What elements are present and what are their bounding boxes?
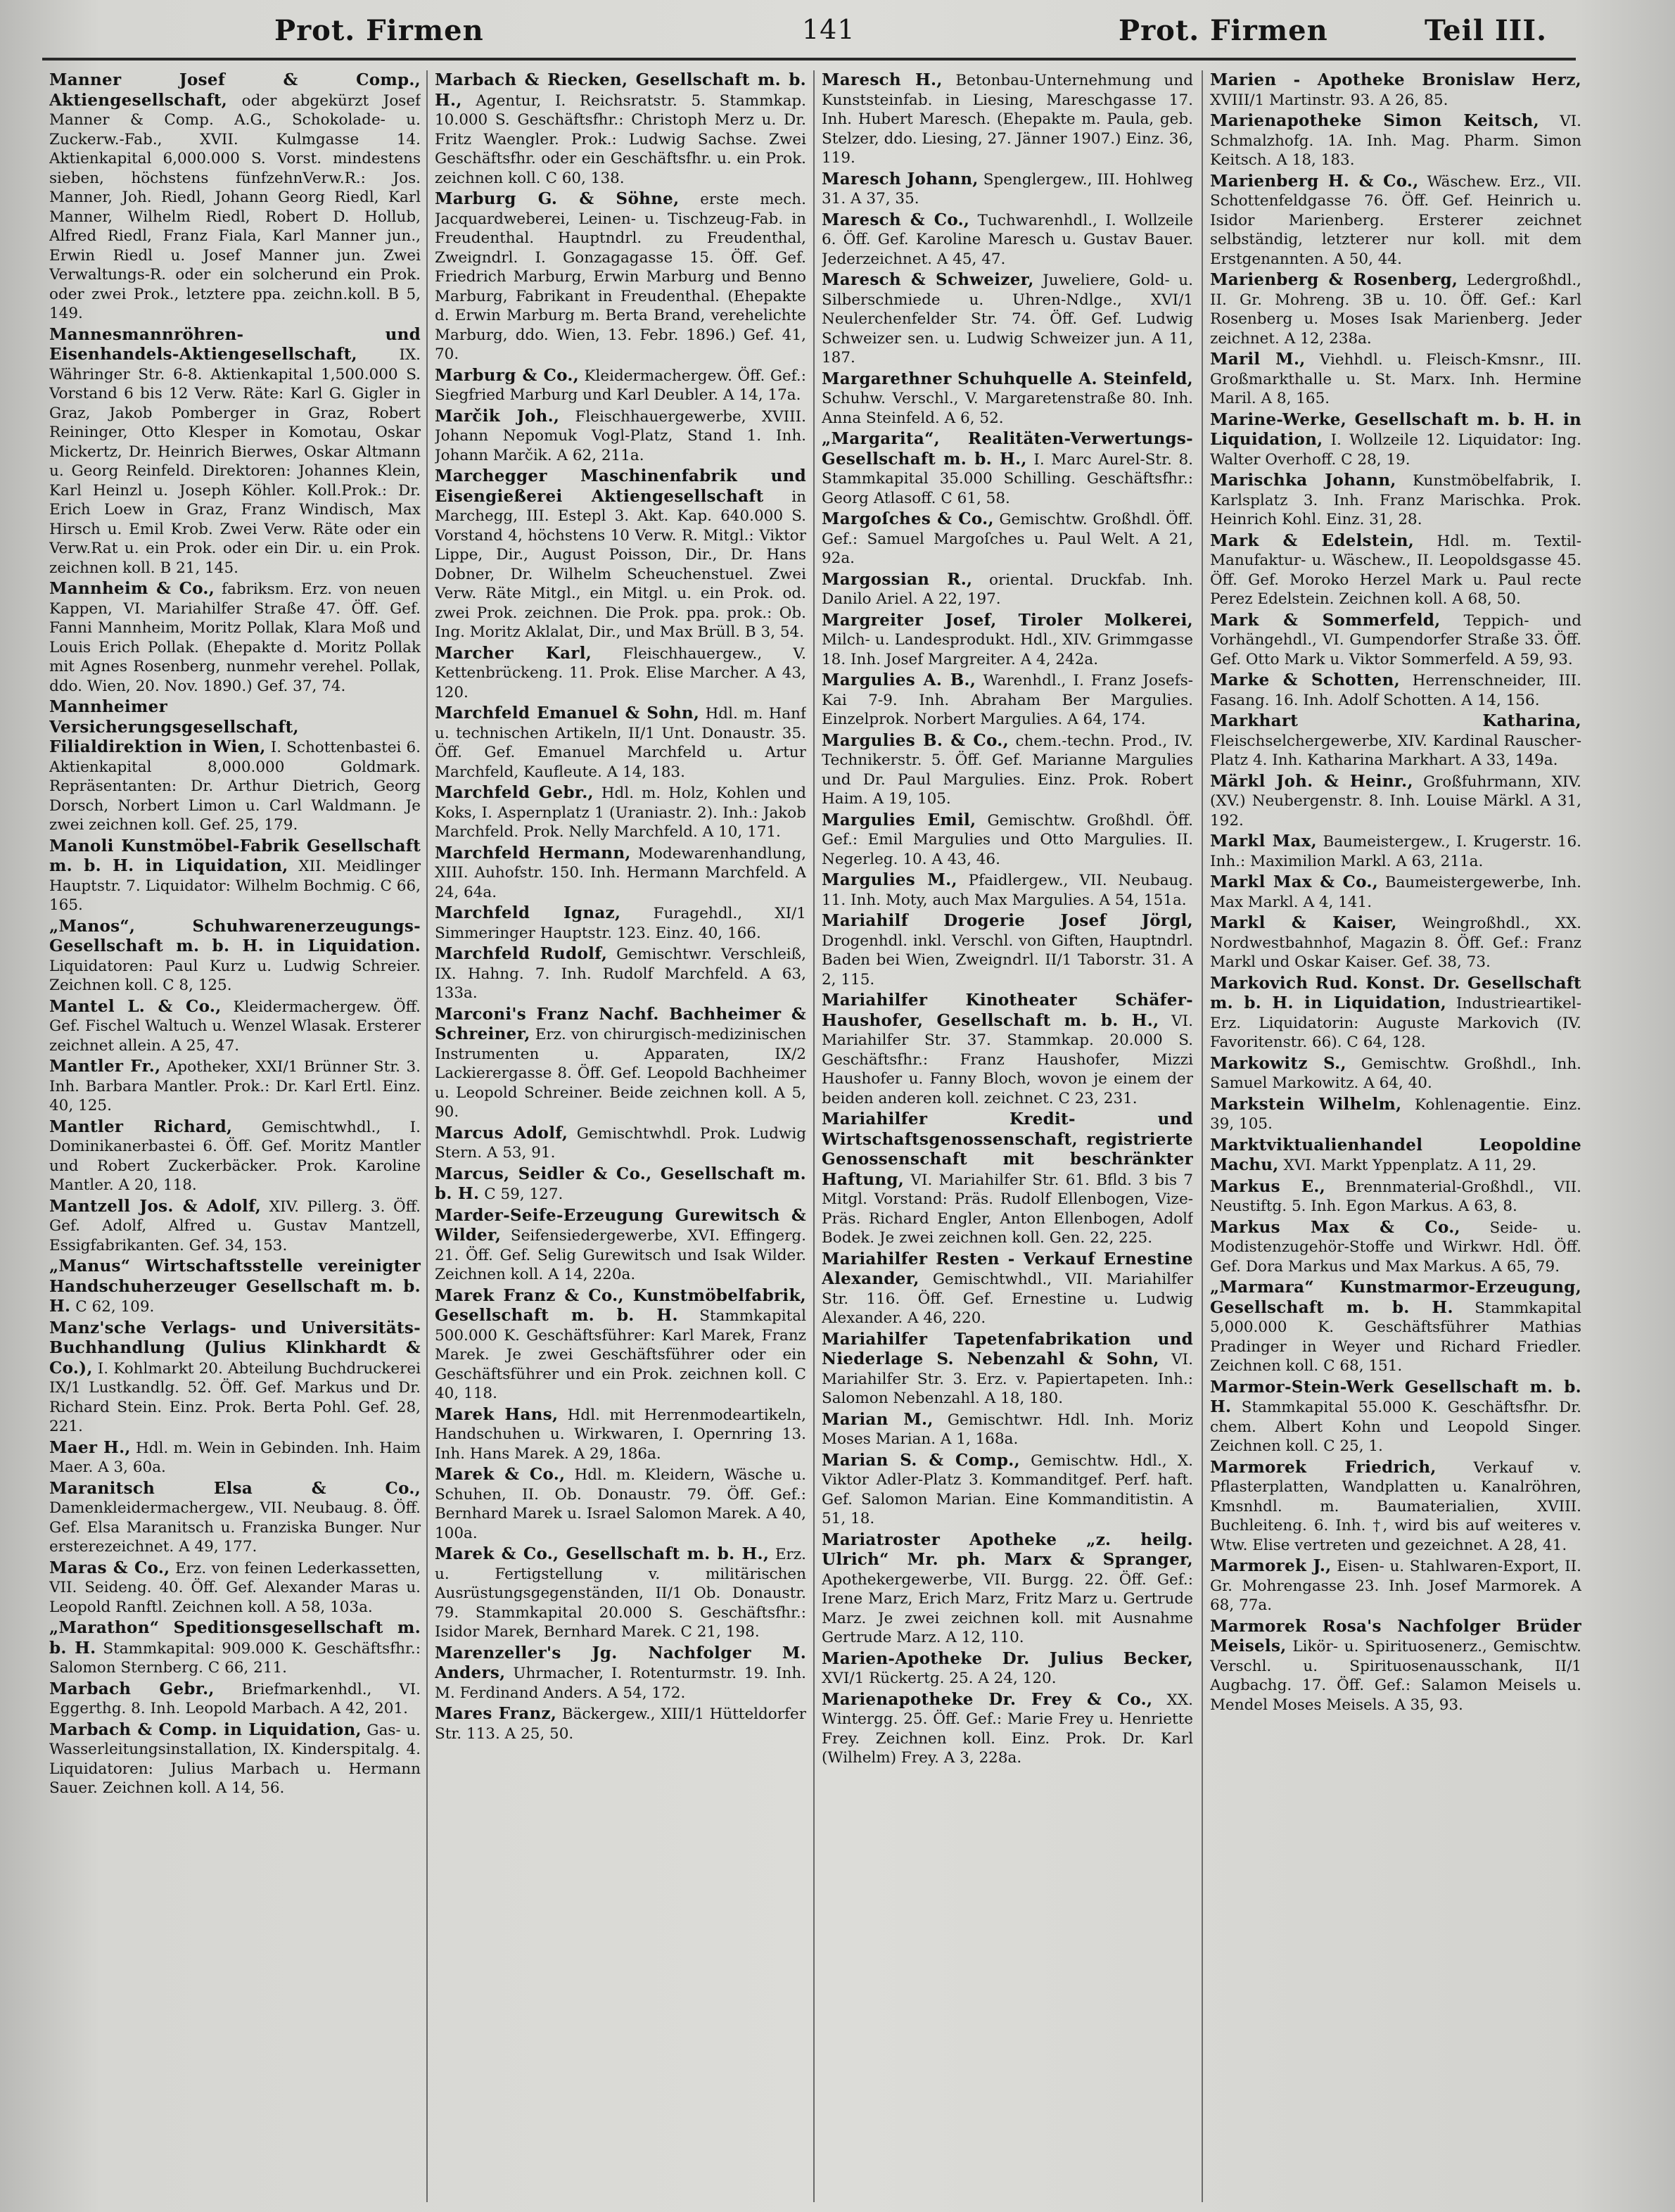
firm-entry xyxy=(1210,1054,1581,1093)
firm-entry xyxy=(435,466,806,642)
firm-entry xyxy=(49,1720,421,1798)
firm-name: Marktviktualienhandel Leopoldine Machu, xyxy=(1210,1135,1581,1174)
firm-entry xyxy=(49,1197,421,1256)
firm-entry xyxy=(1210,1556,1581,1615)
firm-entry xyxy=(1210,350,1581,409)
firm-name: Maresch & Schweizer, xyxy=(822,270,1034,289)
firm-name: Mannheim & Co., xyxy=(49,579,215,598)
firm-details: XX. Wintergg. 25. Öff. Gef.: Marie Frey u. Henriette Frey. Zeichnen koll. Einz. Prok. Dr. Karl (Wilhelm) Frey. A 3, 228a. xyxy=(822,1691,1193,1767)
firm-entry xyxy=(435,944,806,1003)
firm-name: Margarethner Schuhquelle A. Steinfeld, xyxy=(822,369,1193,388)
firm-entry xyxy=(435,704,806,782)
firm-entry xyxy=(822,870,1193,910)
firm-details: Fleischhauergewerbe, XVIII. Johann Nepomuk Vogl-Platz, Stand 1. Inh. Johann Marčik. A 62, 211a. xyxy=(435,407,806,464)
firm-name: „Marathon“ Speditionsgesellschaft m. b. H. xyxy=(49,1618,421,1658)
firm-details: Verkauf v. Pflasterplatten, Wandplatten u. Kanalröhren, Kmsnhdl. m. Baumaterialien, XVIII. Buchleiteng. 6. Inh. †, wird bis auf weiteres v. Wtw. Elise vertreten und gezeichnet. A 28, 41. xyxy=(1210,1458,1581,1554)
firm-name: Marcher Karl, xyxy=(435,643,592,663)
firm-name: Mariatroster Apotheke „z. heilg. Ulrich“ Mr. ph. Marx & Spranger, xyxy=(822,1530,1193,1569)
firm-entry xyxy=(49,579,421,696)
column-divider xyxy=(1202,70,1203,2202)
firm-details: XVIII/1 Martinstr. 93. A 26, 85. xyxy=(1210,91,1448,109)
firm-name: Marienberg & Rosenberg, xyxy=(1210,270,1458,289)
firm-entry xyxy=(435,1405,806,1464)
firm-name: Marienapotheke Dr. Frey & Co., xyxy=(822,1689,1153,1709)
firm-details: chem.-techn. Prod., IV. Technikerstr. 5. Öff. Gef. Marianne Margulies und Dr. Paul Margulies. Einz. Prok. Robert Haim. A 19, 105. xyxy=(822,732,1193,808)
firm-details: I. Wollzeile 12. Liquidator: Ing. Walter Overhoff. C 28, 19. xyxy=(1210,431,1581,469)
firm-details: Stammkapital 5,000.000 K. Geschäftsführer Mathias Pradinger in Weyer und Richard Friedler. Zeichnen koll. C 68, 151. xyxy=(1210,1299,1581,1375)
firm-name: Mark & Sommerfeld, xyxy=(1210,610,1441,630)
firm-details: Baumeistergew., I. Krugerstr. 16. Inh.: Maximilion Markl. A 63, 211a. xyxy=(1210,833,1581,870)
firm-details: Kleidermachergew. Öff. Gef. Fischel Waltuch u. Wenzel Wlasak. Ersterer zeichnet allein. A 25, 47. xyxy=(49,998,421,1055)
firm-details: Gemischtwhdl. Prok. Ludwig Stern. A 53, 91. xyxy=(435,1124,806,1162)
column-1 xyxy=(49,70,421,2202)
firm-name: Marchfeld Hermann, xyxy=(435,843,631,863)
column-3 xyxy=(822,70,1193,2202)
firm-name: Marmorek Rosa's Nachfolger Brüder Meisels, xyxy=(1210,1616,1581,1655)
firm-name: Mariahilfer Tapetenfabrikation und Niederlage S. Nebenzahl & Sohn, xyxy=(822,1329,1193,1368)
firm-entry xyxy=(435,70,806,188)
firm-details: Tuchwarenhdl., I. Wollzeile 6. Öff. Gef. Karoline Maresch u. Gustav Bauer. Jederzeichnet. A 45, 47. xyxy=(822,211,1193,268)
firm-name: Marbach Gebr., xyxy=(49,1679,215,1698)
firm-entry xyxy=(1210,172,1581,269)
firm-entry xyxy=(49,1438,421,1477)
firm-entry xyxy=(49,1479,421,1557)
firm-entry xyxy=(435,1704,806,1743)
firm-entry xyxy=(1210,1458,1581,1556)
firm-entry xyxy=(1210,471,1581,530)
firm-details: Viehhdl. u. Fleisch-Kmsnr., III. Großmarkthalle u. St. Marx. Inh. Hermine Maril. A 8, 165. xyxy=(1210,351,1581,407)
firm-details: Seifensiedergewerbe, XVI. Effingerg. 21. Öff. Gef. Selig Gurewitsch und Isak Wilder. Zeichnen koll. A 14, 220a. xyxy=(435,1227,806,1283)
firm-name: Marchegger Maschinenfabrik und Eisengießerei Aktiengesellschaft xyxy=(435,466,806,506)
firm-name: Manner Josef & Comp., Aktiengesellschaft, xyxy=(49,70,421,110)
firm-entry xyxy=(822,811,1193,870)
firm-name: Margreiter Josef, Tiroler Molkerei, xyxy=(822,610,1193,630)
firm-name: Marburg G. & Söhne, xyxy=(435,189,680,208)
firm-name: „Marmara“ Kunstmarmor-Erzeugung, Gesellschaft m. b. H. xyxy=(1210,1278,1581,1317)
firm-details: Stammkapital 55.000 K. Geschäftsfhr. Dr. chem. Albert Kohn und Leopold Singer. Zeichnen koll. C 25, 1. xyxy=(1210,1399,1581,1455)
column-divider xyxy=(426,70,428,2202)
firm-name: Markus E., xyxy=(1210,1176,1326,1196)
firm-details: VI. Mariahilfer Str. 3. Erz. v. Papiertapeten. Inh.: Salomon Nebenzahl. A 18, 180. xyxy=(822,1351,1193,1407)
firm-name: Marek Hans, xyxy=(435,1404,559,1424)
firm-entry xyxy=(49,997,421,1056)
firm-entry xyxy=(822,911,1193,989)
firm-entry xyxy=(1210,670,1581,710)
firm-details: Teppich- und Vorhängehdl., VI. Gumpendorfer Straße 33. Öff. Gef. Otto Mark u. Viktor Sommerfeld. A 59, 93. xyxy=(1210,611,1581,668)
firm-entry xyxy=(822,1530,1193,1648)
firm-details: Milch- u. Landesprodukt. Hdl., XIV. Grimmgasse 18. Inh. Josef Margreiter. A 4, 242a. xyxy=(822,631,1193,668)
firm-name: Marien-Apotheke Dr. Julius Becker, xyxy=(822,1648,1193,1668)
firm-details: oder abgekürzt Josef Manner & Comp. A.G., Schokolade- u. Zuckerw.-Fab., XVII. Kulmgasse 14. Aktienkapital 6,000.000 S. Vorst. mindestens sieben, höchstens fünfzehnVerw.R.: Jos. Manner, Joh. Riedl, Johann Georg Riedl, Karl Manner, Wilhelm Riedl, Robert D. Hollub, Alfred Riedl, Franz Fiala, Karl Manner jun., Erwin Riedl u. Josef Manner jun. Zwei Verwaltungs-R. oder ein solcherund ein Prok. oder zwei Prok., letztere ppa. zeichn.koll. B 5, 149. xyxy=(49,91,421,322)
firm-details: Bäckergew., XIII/1 Hütteldorfer Str. 113. A 25, 50. xyxy=(435,1705,806,1743)
firm-details: Weingroßhdl., XX. Nordwestbahnhof, Magazin 8. Öff. Gef.: Franz Markl und Oskar Kaiser. Gef. 38, 73. xyxy=(1210,915,1581,971)
firm-name: Margulies M., xyxy=(822,870,957,889)
firm-entry xyxy=(49,697,421,835)
firm-name: Marder-Seife-Erzeugung Gurewitsch & Wilder, xyxy=(435,1205,806,1245)
firm-name: Markovich Rud. Konst. Dr. Gesellschaft m. b. H. in Liquidation, xyxy=(1210,973,1581,1012)
firm-details: Gemischtwhdl., I. Dominikanerbastei 6. Öff. Gef. Moritz Mantler und Robert Zuckerbäcker. Prok. Karoline Mantler. A 20, 118. xyxy=(49,1118,421,1194)
firm-details: I. Marc Aurel-Str. 8. Stammkapital 35.000 Schilling. Geschäftsfhr.: Georg Atlasoff. C 61, 58. xyxy=(822,450,1193,507)
page-header xyxy=(77,10,1576,59)
firm-details: Großfuhrmann, XIV. (XV.) Neubergenstr. 8. Inh. Louise Märkl. A 31, 192. xyxy=(1210,773,1581,830)
firm-name: Marchfeld Ignaz, xyxy=(435,903,621,922)
firm-entry xyxy=(822,991,1193,1108)
firm-entry xyxy=(822,670,1193,730)
firm-name: Märkl Joh. & Heinr., xyxy=(1210,771,1413,791)
firm-name: Mariahilfer Kredit- und Wirtschaftsgenossenschaft, registrierte Genossenschaft mit beschränkter Haftung, xyxy=(822,1110,1193,1189)
firm-entry xyxy=(435,844,806,903)
firm-details: XVI/1 Rückertg. 25. A 24, 120. xyxy=(822,1670,1057,1687)
firm-entry xyxy=(1210,531,1581,609)
firm-details: Gemischtw. Großhdl. Öff. Gef.: Emil Margulies und Otto Margulies. II. Negerleg. 10. A 43, 46. xyxy=(822,811,1193,868)
firm-details: Apothekergewerbe, VII. Burgg. 22. Öff. Gef.: Irene Marz, Erich Marz, Fritz Marz u. Gertrude Marz. Je zwei zeichnen koll. mit Ausnahme Gertrude Marz. A 12, 110. xyxy=(822,1570,1193,1646)
firm-entry xyxy=(822,611,1193,670)
firm-name: Mantzell Jos. & Adolf, xyxy=(49,1196,262,1216)
firm-entry xyxy=(1210,1177,1581,1216)
column-divider xyxy=(813,70,815,2202)
firm-details: Hdl. m. Kleidern, Wäsche u. Schuhen, II. Ob. Donaustr. 79. Öff. Gef.: Bernhard Marek u. Israel Salomon Marek. A 40, 100a. xyxy=(435,1466,806,1542)
firm-name: Markus Max & Co., xyxy=(1210,1217,1460,1237)
firm-entry xyxy=(435,366,806,405)
firm-entry xyxy=(49,917,421,996)
firm-name: Margulies B. & Co., xyxy=(822,730,1009,750)
firm-details: Erz. u. Fertigstellung v. militärischen Ausrüstungsgegenständen, II/1 Ob. Donaustr. 79. Stammkapital 20.000 S. Geschäftsfhr.: Isidor Marek, Bernhard Marek. C 21, 198. xyxy=(435,1546,806,1641)
firm-name: Manz'sche Verlags- und Universitäts-Buchhandlung (Julius Klinkhardt & Co.), xyxy=(49,1318,421,1378)
firm-details: Stammkapital: 909.000 K. Geschäftsfhr.: Salomon Sternberg. C 66, 211. xyxy=(49,1639,421,1677)
firm-name: Mariahilfer Kinotheater Schäfer-Haushofer, Gesellschaft m. b. H., xyxy=(822,991,1193,1030)
firm-details: C 59, 127. xyxy=(484,1186,563,1203)
firm-name: „Margarita“, Realitäten-Verwertungs-Gesellschaft m. b. H., xyxy=(822,429,1193,469)
firm-name: Marien - Apotheke Bronislaw Herz, xyxy=(1210,70,1581,89)
firm-entry xyxy=(49,1057,421,1116)
firm-details: I. Kohlmarkt 20. Abteilung Buchdruckerei IX/1 Lustkandlg. 52. Öff. Gef. Markus und Dr. Richard Stein. Einz. Prok. Berta Pohl. Gef. 28, 221. xyxy=(49,1359,421,1435)
firm-entry xyxy=(49,1257,421,1317)
firm-entry xyxy=(49,837,421,915)
firm-name: Mannesmannröhren- und Eisenhandels-Aktiengesellschaft, xyxy=(49,324,421,364)
firm-name: Marchfeld Rudolf, xyxy=(435,944,608,963)
firm-details: Betonbau-Unternehmung und Kunststeinfab. in Liesing, Mareschgasse 17. Inh. Hubert Maresch. (Ehepakte m. Paula, geb. Stelzer, ddo. Liesing, 27. Jänner 1907.) Einz. 36, 119. xyxy=(822,72,1193,167)
firm-details: Seide- u. Modistenzugehör-Stoffe und Wirkwr. Hdl. Öff. Gef. Dora Markus und Max Markus. A 65, 79. xyxy=(1210,1219,1581,1276)
firm-name: Markstein Wilhelm, xyxy=(1210,1094,1402,1114)
header-left-title: Prot. Firmen xyxy=(274,14,484,47)
firm-entry xyxy=(1210,1218,1581,1277)
firm-entry xyxy=(1210,974,1581,1053)
firm-entry xyxy=(1210,270,1581,348)
header-rule xyxy=(42,58,1576,61)
firm-entry xyxy=(1210,913,1581,972)
firm-entry xyxy=(435,1005,806,1122)
firm-entry xyxy=(49,1618,421,1678)
firm-entry xyxy=(435,1164,806,1204)
firm-details: in Marchegg, III. Estepl 3. Akt. Kap. 640.000 S. Vorstand 4, höchstens 10 Verw. R. Mitgl.: Viktor Lippe, Dir., August Poisson, Dir., Dr. Hans Dobner, Dr. Wilhelm Scheuchenstuel. Zwei Verw. Räte Mitgl., ein Mitgl. u. ein Prok. od. zwei Prok. zeichnen. Die Prok. ppa. prok.: Ob. Ing. Moritz Aklalat, Dir., und Max Brüll. B 3, 54. xyxy=(435,488,806,641)
firm-details: fabriksm. Erz. von neuen Kappen, VI. Mariahilfer Straße 47. Öff. Gef. Fanni Mannheim, Moritz Pollak, Klara Moß und Louis Erich Pollak. (Ehepakte d. Moritz Pollak mit Agnes Rosenberg, nunmehr verehel. Pollak, ddo. Wien, 20. Nov. 1890.) Gef. 37, 74. xyxy=(49,580,421,695)
firm-entry xyxy=(435,1465,806,1543)
firm-entry xyxy=(1210,1136,1581,1176)
firm-name: Marchfeld Emanuel & Sohn, xyxy=(435,704,700,723)
firm-entry xyxy=(822,210,1193,269)
firm-details: Fleischselchergewerbe, XIV. Kardinal Rauscher-Platz 4. Inh. Katharina Markhart. A 33, 149a. xyxy=(1210,732,1581,769)
firm-name: Margossian R., xyxy=(822,569,973,589)
firm-name: Mares Franz, xyxy=(435,1704,557,1723)
firm-entry xyxy=(822,429,1193,508)
firm-entry xyxy=(49,1318,421,1437)
column-2 xyxy=(435,70,806,2202)
firm-name: Mariahilf Drogerie Josef Jörgl, xyxy=(822,911,1193,930)
firm-details: oriental. Druckfab. Inh. Danilo Ariel. A 22, 197. xyxy=(822,571,1193,608)
firm-entry xyxy=(822,1451,1193,1529)
firm-details: Industrieartikel-Erz. Liquidatorin: Auguste Markovich (IV. Favoritenstr. 66). C 64, 128. xyxy=(1210,995,1581,1051)
firm-details: Uhrmacher, I. Rotenturmstr. 19. Inh. M. Ferdinand Anders. A 54, 172. xyxy=(435,1665,806,1702)
page-number: 141 xyxy=(802,14,855,45)
firm-details: Kleidermachergew. Öff. Gef.: Siegfried Marburg und Karl Deubler. A 14, 17a. xyxy=(435,367,806,404)
firm-details: VI. Mariahilfer Str. 37. Stammkap. 20.000 S. Geschäftsfhr.: Franz Haushofer, Mizzi Haushofer u. Fanny Bloch, wovon je einem der beiden anderen koll. zeichnet. C 23, 231. xyxy=(822,1012,1193,1107)
firm-name: „Manos“, Schuhwarenerzeugungs-Gesellschaft m. b. H. in Liquidation. xyxy=(49,916,421,955)
firm-entry xyxy=(435,644,806,703)
firm-name: Markl Max, xyxy=(1210,832,1317,851)
firm-details: Hdl. m. Holz, Kohlen und Koks, I. Aspernplatz 1 (Uraniastr. 2). Inh.: Jakob Marchfeld. Prok. Nelly Marchfeld. A 10, 171. xyxy=(435,784,806,841)
firm-details: Hdl. m. Wein in Gebinden. Inh. Haim Maer. A 3, 60a. xyxy=(49,1439,421,1476)
firm-entry xyxy=(435,903,806,943)
firm-details: Furagehdl., XI/1 Simmeringer Hauptstr. 123. Einz. 40, 166. xyxy=(435,905,806,942)
firm-details: Agentur, I. Reichsratstr. 5. Stammkap. 10.000 S. Geschäftsfhr.: Christoph Merz u. Dr. Fritz Waengler. Prok.: Ludwig Sachse. Zwei Geschäftsfhr. oder ein Geschäftsfhr. u. ein Prok. zeichnen koll. C 60, 138. xyxy=(435,91,806,187)
firm-entry xyxy=(49,70,421,324)
firm-name: Margulies Emil, xyxy=(822,810,976,830)
firm-name: Maril M., xyxy=(1210,350,1306,369)
firm-entry xyxy=(1210,410,1581,470)
firm-name: Marenzeller's Jg. Nachfolger M. Anders, xyxy=(435,1643,806,1682)
firm-name: Marek & Co., xyxy=(435,1465,566,1484)
firm-name: Markl & Kaiser, xyxy=(1210,913,1397,932)
firm-name: Mark & Edelstein, xyxy=(1210,530,1415,550)
firm-entry xyxy=(1210,832,1581,871)
firm-name: Mantel L. & Co., xyxy=(49,996,222,1016)
firm-name: Markhart Katharina, xyxy=(1210,711,1581,730)
firm-name: Marconi's Franz Nachf. Bachheimer & Schreiner, xyxy=(435,1004,806,1043)
firm-details: VI. Schmalzhofg. 1A. Inh. Mag. Pharm. Simon Keitsch. A 18, 183. xyxy=(1210,113,1581,169)
firm-name: Marienapotheke Simon Keitsch, xyxy=(1210,111,1539,130)
firm-entry xyxy=(1210,772,1581,831)
header-part-label: Teil III. xyxy=(1425,14,1547,47)
firm-name: Maresch & Co., xyxy=(822,210,970,229)
firm-entry xyxy=(822,509,1193,568)
firm-entry xyxy=(822,1410,1193,1449)
firm-details: Baumeistergewerbe, Inh. Max Markl. A 4, 141. xyxy=(1210,874,1581,911)
column-4 xyxy=(1210,70,1581,2202)
firm-details: Kunstmöbelfabrik, I. Karlsplatz 3. Inh. Franz Marischka. Prok. Heinrich Kohl. Einz. 31, 28. xyxy=(1210,472,1581,528)
firm-details: Warenhdl., I. Franz Josefs-Kai 7-9. Inh. Abraham Ber Margulies. Einzelprok. Norbert Margulies. A 64, 174. xyxy=(822,672,1193,728)
firm-name: Markowitz S., xyxy=(1210,1053,1346,1073)
firm-name: Maresch H., xyxy=(822,70,943,89)
firm-entry xyxy=(822,369,1193,428)
firm-name: Marmorek J., xyxy=(1210,1556,1332,1575)
firm-entry xyxy=(1210,711,1581,770)
firm-entry xyxy=(1210,611,1581,670)
firm-entry xyxy=(822,170,1193,209)
firm-entry xyxy=(1210,1095,1581,1134)
firm-name: Marian M., xyxy=(822,1409,934,1429)
firm-entry xyxy=(822,1690,1193,1768)
firm-entry xyxy=(435,1544,806,1642)
firm-entry xyxy=(435,783,806,842)
firm-name: Marian S. & Comp., xyxy=(822,1450,1020,1470)
firm-name: Marchfeld Gebr., xyxy=(435,783,594,802)
firm-details: XVI. Markt Yppenplatz. A 11, 29. xyxy=(1283,1157,1537,1174)
firm-entry xyxy=(1210,1617,1581,1715)
firm-entry xyxy=(822,1330,1193,1409)
firm-entry xyxy=(1210,70,1581,110)
firm-details: Stammkapital 500.000 K. Geschäftsführer: Karl Marek, Franz Marek. Je zwei Geschäftsführer oder ein Geschäftsführer und ein Prok. zeichnen koll. C 40, 118. xyxy=(435,1307,806,1402)
firm-name: Maresch Johann, xyxy=(822,169,979,189)
firm-details: Damenkleidermachergew., VII. Neubaug. 8. Öff. Gef. Elsa Maranitsch u. Franziska Bunger. Nur ersterezeichnet. A 49, 177. xyxy=(49,1499,421,1556)
firm-name: Marbach & Riecken, Gesellschaft m. b. H., xyxy=(435,70,806,110)
firm-entry xyxy=(49,1117,421,1195)
firm-name: Margoſches & Co., xyxy=(822,509,994,528)
firm-details: VI. Mariahilfer Str. 61. Bfld. 3 bis 7 Mitgl. Vorstand: Präs. Rudolf Ellenbogen, Vize-Präs. Richard Engler, Anton Ellenbogen, Adolf Bodek. Je zwei zeichnen koll. Gen. 22, 225. xyxy=(822,1171,1193,1247)
firm-details: Spenglergew., III. Hohlweg 31. A 37, 35. xyxy=(822,170,1193,208)
firm-details: Gas- u. Wasserleitungsinstallation, IX. Kinderspitalg. 4. Liquidatoren: Julius Marbach u. Hermann Sauer. Zeichnen koll. A 14, 56. xyxy=(49,1721,421,1797)
firm-entry xyxy=(822,70,1193,168)
firm-details: Modewarenhandlung, XIII. Auhofstr. 150. Inh. Hermann Marchfeld. A 24, 64a. xyxy=(435,844,806,901)
firm-details: Gemischtwr. Verschleiß, IX. Hahng. 7. Inh. Rudolf Marchfeld. A 63, 133a. xyxy=(435,946,806,1002)
firm-details: Juweliere, Gold- u. Silberschmiede u. Uhren-Ndlge., XVI/1 Neulerchenfelder Str. 74. Öff. Gef. Ludwig Schweizer sen. u. Ludwig Schweizer jun. A 11, 187. xyxy=(822,272,1193,367)
firm-name: Marbach & Comp. in Liquidation, xyxy=(49,1720,362,1739)
firm-name: Mantler Richard, xyxy=(49,1117,233,1136)
firm-details: Herrenschneider, III. Fasang. 16. Inh. Adolf Schotten. A 14, 156. xyxy=(1210,672,1581,709)
firm-name: Markl Max & Co., xyxy=(1210,872,1378,891)
firm-name: Marek & Co., Gesellschaft m. b. H., xyxy=(435,1544,770,1563)
firm-details: erste mech. Jacquardweberei, Leinen- u. Tischzeug-Fab. in Freudenthal. Hauptndrl. zu Freudenthal, Zweigndrl. I. Gonzagagasse 15. Öff. Gef. Friedrich Marburg, Erwin Marburg und Benno Marburg, Fabrikant in Freudenthal. (Ehepakte d. Erwin Marburg m. Berta Brand, verehelichte Marburg, ddo. Wien, 13. Febr. 1896.) Gef. 41, 70. xyxy=(435,191,806,363)
firm-name: „Manus“ Wirtschaftsstelle vereinigter Handschuherzeuger Gesellschaft m. b. H. xyxy=(49,1257,421,1316)
firm-details: Apotheker, XXI/1 Brünner Str. 3. Inh. Barbara Mantler. Prok.: Dr. Karl Ertl. Einz. 40, 125. xyxy=(49,1058,421,1114)
firm-details: Hdl. mit Herrenmodeartikeln, Handschuhen u. Wirkwaren, I. Opernring 13. Inh. Hans Marek. A 29, 186a. xyxy=(435,1406,806,1463)
firm-entry xyxy=(49,1558,421,1617)
firm-details: Brennmaterial-Großhdl., VII. Neustiftg. 5. Inh. Egon Markus. A 63, 8. xyxy=(1210,1178,1581,1215)
firm-entry xyxy=(435,407,806,466)
firm-details: Gemischtw. Großhdl. Öff. Gef.: Samuel Margoſches u. Paul Welt. A 21, 92a. xyxy=(822,511,1193,567)
firm-name: Marcus, Seidler & Co., Gesellschaft m. b. H. xyxy=(435,1164,806,1203)
firm-details: C 62, 109. xyxy=(75,1298,155,1316)
firm-details: Schuhw. Verschl., V. Margaretenstraße 80. Inh. Anna Steinfeld. A 6, 52. xyxy=(822,390,1193,427)
firm-entry xyxy=(435,1286,806,1404)
firm-entry xyxy=(1210,111,1581,170)
firm-details: Ledergroßhdl., II. Gr. Mohreng. 3B u. 10. Öff. Gef.: Karl Rosenberg u. Moses Isak Marienberg. Jeder zeichnet. A 12, 238a. xyxy=(1210,272,1581,348)
firm-details: Gemischtw. Hdl., X. Viktor Adler-Platz 3. Kommanditgef. Perf. haft. Gef. Salomon Marian. Eine Kommanditistin. A 51, 18. xyxy=(822,1451,1193,1527)
firm-name: Mantler Fr., xyxy=(49,1057,161,1076)
firm-name: Marienberg H. & Co., xyxy=(1210,171,1419,191)
firm-details: Eisen- u. Stahlwaren-Export, II. Gr. Mohrengasse 23. Inh. Josef Marmorek. A 68, 77a. xyxy=(1210,1558,1581,1614)
firm-details: Gemischtw. Großhdl., Inh. Samuel Markowitz. A 64, 40. xyxy=(1210,1055,1581,1092)
firm-name: Marčik Joh., xyxy=(435,406,560,426)
header-right-title: Prot. Firmen xyxy=(1119,14,1328,47)
firm-entry xyxy=(435,189,806,364)
firm-entry xyxy=(822,570,1193,609)
firm-name: Marke & Schotten, xyxy=(1210,670,1401,689)
firm-details: Kohlenagentie. Einz. 39, 105. xyxy=(1210,1095,1581,1133)
firm-details: Wäschew. Erz., VII. Schottenfeldgasse 76. Öff. Gef. Heinrich u. Isidor Marienberg. Ersterer zeichnet selbständig, letzterer nur koll. mit dem Erstgenannten. A 50, 44. xyxy=(1210,172,1581,268)
firm-details: Pfaidlergew., VII. Neubaug. 11. Inh. Moty, auch Max Margulies. A 54, 151a. xyxy=(822,872,1193,909)
firm-entry xyxy=(49,1679,421,1719)
firm-name: Manoli Kunstmöbel-Fabrik Gesellschaft m. b. H. in Liquidation, xyxy=(49,836,421,875)
firm-name: Mannheimer Versicherungsgesellschaft, Filialdirektion in Wien, xyxy=(49,697,299,756)
firm-details: Hdl. m. Textil-Manufaktur- u. Wäschew., II. Leopoldsgasse 45. Öff. Gef. Moroko Herzel Mark u. Paul recte Perez Edelstein. Zeichnen koll. A 68, 50. xyxy=(1210,532,1581,608)
firm-details: Likör- u. Spirituosenerz., Gemischtw. Verschl. u. Spirituosenausschank, II/1 Augbachg. 17. Öff. Gef.: Salamon Meisels u. Mendel Moses Meisels. A 35, 93. xyxy=(1210,1638,1581,1714)
firm-name: Mariahilfer Resten - Verkauf Ernestine Alexander, xyxy=(822,1249,1193,1288)
firm-name: Marek Franz & Co., Kunstmöbelfabrik, Gesellschaft m. b. H. xyxy=(435,1285,806,1325)
firm-entry xyxy=(822,731,1193,809)
firm-name: Marcus Adolf, xyxy=(435,1123,568,1143)
firm-name: Marmorek Friedrich, xyxy=(1210,1457,1437,1477)
firm-entry xyxy=(435,1206,806,1285)
firm-details: Liquidatoren: Paul Kurz u. Ludwig Schreier. Zeichnen koll. C 8, 125. xyxy=(49,957,421,994)
firm-details: XIV. Pillerg. 3. Öff. Gef. Adolf, Alfred u. Gustav Mantzell, Essigfabrikanten. Gef. 34, 153. xyxy=(49,1197,421,1254)
firm-name: Maras & Co., xyxy=(49,1558,170,1577)
firm-name: Marischka Johann, xyxy=(1210,471,1396,490)
firm-name: Maer H., xyxy=(49,1437,131,1457)
firm-entry xyxy=(1210,1378,1581,1456)
firm-entry xyxy=(822,1649,1193,1689)
firm-details: Erz. von chirurgisch-medizinischen Instrumenten u. Apparaten, IX/2 Lackierergasse 8. Öff. Gef. Leopold Bachheimer u. Leopold Schreiner. Beide zeichnen koll. A 5, 90. xyxy=(435,1026,806,1121)
firm-entry xyxy=(49,325,421,578)
firm-name: Marmor-Stein-Werk Gesellschaft m. b. H. xyxy=(1210,1377,1581,1416)
firm-details: Briefmarkenhdl., VI. Eggerthg. 8. Inh. Leopold Marbach. A 42, 201. xyxy=(49,1680,421,1717)
firm-name: Margulies A. B., xyxy=(822,670,976,689)
firm-name: Marburg & Co., xyxy=(435,365,579,385)
firm-details: Erz. von feinen Lederkassetten, VII. Seideng. 40. Öff. Gef. Alexander Maras u. Leopold Ranftl. Zeichnen koll. A 58, 103a. xyxy=(49,1559,421,1616)
firm-details: I. Schottenbastei 6. Aktienkapital 8,000.000 Goldmark. Repräsentanten: Dr. Arthur Dietrich, Georg Dorsch, Norbert Limon u. Carl Waldmann. Je zwei zeichnen koll. Gef. 25, 179. xyxy=(49,739,421,834)
firm-details: Hdl. m. Hanf u. technischen Artikeln, II/1 Unt. Donaustr. 35. Öff. Gef. Emanuel Marchfeld u. Artur Marchfeld, Kaufleute. A 14, 183. xyxy=(435,705,806,781)
firm-entry xyxy=(435,1124,806,1163)
firm-details: Drogenhdl. inkl. Verschl. von Giften, Hauptndrl. Baden bei Wien, Zweigndrl. II/1 Taborstr. 31. A 2, 115. xyxy=(822,932,1193,989)
firm-name: Maranitsch Elsa & Co., xyxy=(49,1478,421,1498)
firm-entry xyxy=(1210,872,1581,912)
firm-entry xyxy=(822,1250,1193,1328)
firm-name: Marine-Werke, Gesellschaft m. b. H. in Liquidation, xyxy=(1210,409,1581,449)
firm-entry xyxy=(435,1644,806,1703)
firm-entry xyxy=(1210,1278,1581,1376)
firm-details: Gemischtwhdl., VII. Mariahilfer Str. 116. Öff. Gef. Ernestine u. Ludwig Alexander. A 46, 220. xyxy=(822,1271,1193,1327)
firm-entry xyxy=(822,270,1193,368)
firm-details: Fleischhauergew., V. Kettenbrückeng. 11. Prok. Elise Marcher. A 43, 120. xyxy=(435,644,806,701)
firm-details: XII. Meidlinger Hauptstr. 7. Liquidator: Wilhelm Bochmig. C 66, 165. xyxy=(49,858,421,914)
firm-details: Gemischtwr. Hdl. Inh. Moriz Moses Marian. A 1, 168a. xyxy=(822,1411,1193,1448)
firm-details: IX. Währinger Str. 6-8. Aktienkapital 1,500.000 S. Vorstand 6 bis 12 Verw. Räte: Karl G. Gigler in Graz, Jakob Pomberger in Graz, Robert Reininger, Otto Klesper in Komotau, Oskar Mickertz, Dr. Heinrich Bierwes, Oskar Altmann u. Georg Reinfeld. Direktoren: Johannes Klein, Karl Heinzl u. Joseph Köhler. Koll.Prok.: Dr. Erich Loew in Graz, Franz Windisch, Max Hirsch u. Emil Krob. Zwei Verw. Räte oder ein Verw.Rat u. ein Prok. oder ein Dir. u. ein Prok. zeichnen koll. B 21, 145. xyxy=(49,346,421,577)
firm-entry xyxy=(822,1110,1193,1248)
